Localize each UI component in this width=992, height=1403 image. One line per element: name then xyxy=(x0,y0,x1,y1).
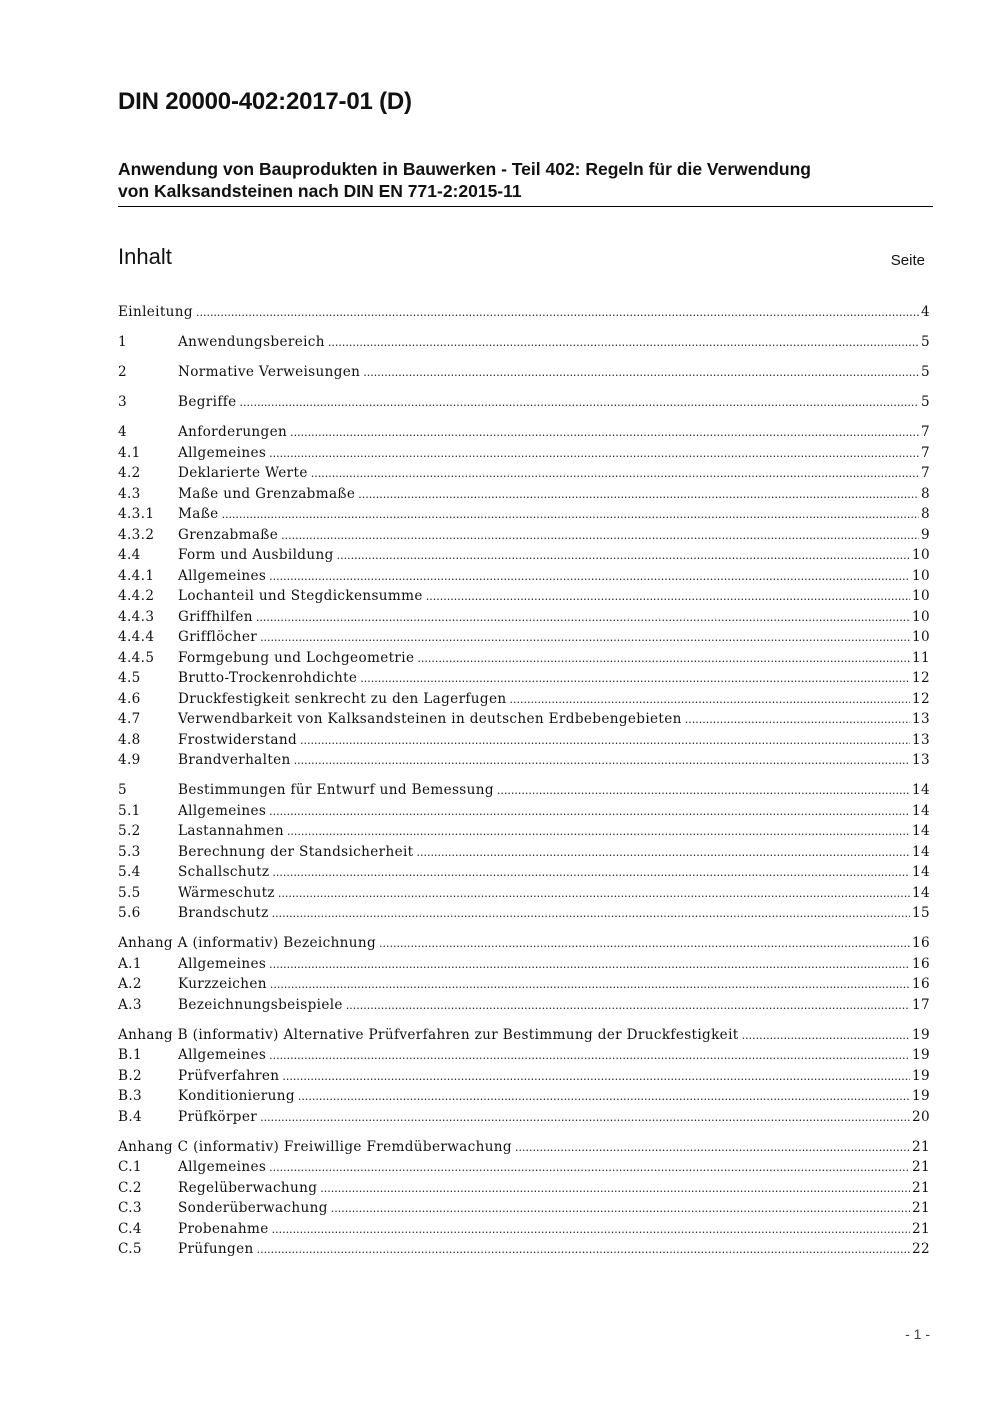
toc-entry-page: 8 xyxy=(921,506,930,522)
toc-entry-number: 4.4.3 xyxy=(118,608,155,625)
toc-entry[interactable] xyxy=(118,1157,930,1178)
toc-entry[interactable] xyxy=(118,484,930,505)
toc-entry[interactable] xyxy=(118,1066,930,1087)
toc-entry-title: Brandverhalten xyxy=(178,752,291,768)
toc-entry-title: Allgemeines xyxy=(178,567,267,584)
toc-entry-page: 12 xyxy=(912,670,930,686)
toc-entry-number: C.3 xyxy=(118,1200,142,1216)
toc-entry-number: B.3 xyxy=(118,1088,143,1104)
toc-entry-page: 16 xyxy=(912,935,930,951)
toc-entry-page: 10 xyxy=(912,547,930,563)
table-of-contents xyxy=(118,302,930,1260)
toc-entry[interactable] xyxy=(118,545,930,566)
toc-entry-number: C.1 xyxy=(118,1159,142,1175)
toc-entry[interactable] xyxy=(118,1239,930,1260)
toc-entry-title: Wärmeschutz xyxy=(178,884,275,901)
toc-entry-number: 5.1 xyxy=(118,802,141,819)
toc-dot-leader xyxy=(685,710,910,731)
toc-entry-number: 5.4 xyxy=(118,864,141,880)
toc-entry[interactable] xyxy=(118,607,930,628)
toc-entry-page: 21 xyxy=(912,1138,930,1155)
toc-entry[interactable] xyxy=(118,525,930,546)
toc-entry-page: 8 xyxy=(921,485,930,502)
toc-entry-title: Anhang B (informativ) Alternative Prüfverfahren zur Bestimmung der Druckfestigkeit xyxy=(118,1026,739,1043)
toc-entry[interactable] xyxy=(118,1025,930,1046)
toc-entry-title: Konditionierung xyxy=(178,1088,295,1104)
toc-dot-leader xyxy=(278,884,910,905)
toc-entry-title: Einleitung xyxy=(118,304,193,320)
toc-entry[interactable] xyxy=(118,730,930,751)
toc-entry[interactable] xyxy=(118,801,930,822)
toc-entry-page: 19 xyxy=(912,1026,930,1043)
toc-entry-page: 16 xyxy=(912,955,930,972)
toc-entry-page: 4 xyxy=(921,304,930,320)
subtitle-line-2: von Kalksandsteinen nach DIN EN 771-2:2015-11 xyxy=(118,181,522,201)
toc-entry-title: Brandschutz xyxy=(178,905,269,921)
toc-entry-title: Griffhilfen xyxy=(178,608,253,625)
toc-dot-leader xyxy=(337,546,910,567)
toc-entry-title: Anhang C (informativ) Freiwillige Fremdüberwachung xyxy=(118,1138,512,1155)
toc-dot-leader xyxy=(379,934,910,955)
toc-dot-leader xyxy=(196,303,919,324)
toc-entry-page: 22 xyxy=(912,1241,930,1257)
toc-entry-number: 4.2 xyxy=(118,465,141,481)
toc-entry-number: 5.6 xyxy=(118,905,141,921)
toc-entry-page: 7 xyxy=(921,424,930,440)
toc-dot-leader xyxy=(515,1138,910,1159)
toc-entry-page: 7 xyxy=(921,444,930,461)
footer-page-number: - 1 - xyxy=(905,1326,930,1342)
toc-dot-leader xyxy=(417,649,910,670)
toc-entry-number: 5.2 xyxy=(118,823,141,839)
toc-dot-leader xyxy=(272,904,910,925)
toc-entry[interactable] xyxy=(118,933,930,954)
toc-entry-title: Bezeichnungsbeispiele xyxy=(178,996,343,1013)
toc-dot-leader xyxy=(358,485,919,506)
toc-entry-number: B.1 xyxy=(118,1047,143,1063)
toc-dot-leader xyxy=(360,669,910,690)
toc-entry-number: 4.7 xyxy=(118,711,141,727)
toc-entry-page: 21 xyxy=(912,1179,930,1196)
toc-dot-leader xyxy=(331,1199,910,1220)
toc-entry-number: 4.9 xyxy=(118,752,141,768)
toc-entry-page: 14 xyxy=(912,823,930,839)
toc-entry-title: Schallschutz xyxy=(178,864,270,880)
toc-entry-title: Sonderüberwachung xyxy=(178,1200,328,1216)
toc-entry-number: 4.8 xyxy=(118,731,141,748)
toc-dot-leader xyxy=(256,608,910,629)
toc-entry-number: A.3 xyxy=(118,996,142,1013)
toc-entry-number: 4.4.5 xyxy=(118,649,155,666)
toc-entry-page: 10 xyxy=(912,608,930,625)
toc-dot-leader xyxy=(320,1179,910,1200)
toc-dot-leader xyxy=(287,822,910,843)
toc-page-label: Seite xyxy=(890,252,925,269)
toc-entry[interactable] xyxy=(118,995,930,1016)
toc-entry-page: 14 xyxy=(912,843,930,860)
toc-dot-leader xyxy=(290,423,919,444)
toc-entry-page: 15 xyxy=(912,905,930,921)
toc-entry[interactable] xyxy=(118,362,930,383)
toc-dot-leader xyxy=(257,1240,910,1261)
toc-entry-title: Maße und Grenzabmaße xyxy=(178,485,356,502)
toc-dot-leader xyxy=(509,690,910,711)
toc-entry-title: Kurzzeichen xyxy=(178,976,267,992)
toc-entry-page: 9 xyxy=(921,526,930,543)
toc-heading: Inhalt xyxy=(118,244,172,269)
toc-dot-leader xyxy=(269,955,910,976)
toc-entry[interactable] xyxy=(118,392,930,413)
toc-entry[interactable] xyxy=(118,1086,930,1107)
toc-entry-number: 5.5 xyxy=(118,884,141,901)
toc-dot-leader xyxy=(426,587,910,608)
toc-entry-number: 5 xyxy=(118,782,127,798)
toc-entry-title: Allgemeines xyxy=(178,955,267,972)
toc-entry[interactable] xyxy=(118,883,930,904)
toc-entry-title: Berechnung der Standsicherheit xyxy=(178,843,414,860)
toc-entry[interactable] xyxy=(118,903,930,924)
toc-entry-page: 21 xyxy=(912,1220,930,1237)
toc-dot-leader xyxy=(742,1026,910,1047)
toc-dot-leader xyxy=(269,444,919,465)
toc-entry-page: 13 xyxy=(912,731,930,748)
toc-entry-title: Anhang A (informativ) Bezeichnung xyxy=(118,935,377,951)
toc-entry[interactable] xyxy=(118,750,930,771)
toc-entry[interactable] xyxy=(118,1198,930,1219)
toc-dot-leader xyxy=(311,464,919,485)
toc-entry[interactable] xyxy=(118,627,930,648)
toc-entry-title: Prüfkörper xyxy=(178,1108,258,1125)
toc-entry-number: C.5 xyxy=(118,1241,142,1257)
toc-entry-title: Prüfverfahren xyxy=(178,1067,280,1084)
toc-dot-leader xyxy=(222,505,919,526)
toc-entry-number: 4.4.4 xyxy=(118,629,155,645)
toc-entry-number: B.2 xyxy=(118,1067,143,1084)
toc-dot-leader xyxy=(328,333,919,354)
toc-dot-leader xyxy=(282,1067,910,1088)
toc-entry[interactable] xyxy=(118,780,930,801)
toc-entry-title: Regelüberwachung xyxy=(178,1179,318,1196)
toc-entry-page: 14 xyxy=(912,864,930,880)
toc-entry-title: Deklarierte Werte xyxy=(178,465,308,481)
toc-entry[interactable] xyxy=(118,648,930,669)
toc-entry-page: 14 xyxy=(912,782,930,798)
toc-entry-number: 4.3 xyxy=(118,485,141,502)
toc-entry-title: Anforderungen xyxy=(178,424,288,440)
toc-dot-leader xyxy=(269,567,910,588)
toc-entry-number: 4.3.1 xyxy=(118,506,155,522)
toc-entry[interactable] xyxy=(118,1219,930,1240)
toc-entry[interactable] xyxy=(118,1107,930,1128)
toc-entry-page: 13 xyxy=(912,711,930,727)
toc-entry-number: 4.5 xyxy=(118,670,141,686)
toc-entry-number: 4 xyxy=(118,424,127,440)
toc-entry-number: 4.4.2 xyxy=(118,588,155,604)
toc-dot-leader xyxy=(270,975,910,996)
toc-entry-page: 10 xyxy=(912,629,930,645)
toc-entry-number: C.4 xyxy=(118,1220,142,1237)
toc-entry-page: 12 xyxy=(912,690,930,707)
toc-entry-page: 5 xyxy=(921,364,930,380)
toc-entry-title: Normative Verweisungen xyxy=(178,364,361,380)
toc-entry-number: 2 xyxy=(118,364,127,380)
subtitle-line-1: Anwendung von Bauprodukten in Bauwerken - Teil 402: Regeln für die Verwendung xyxy=(118,159,811,179)
toc-entry-page: 5 xyxy=(921,334,930,350)
toc-entry-number: 5.3 xyxy=(118,843,141,860)
toc-dot-leader xyxy=(281,526,919,547)
toc-entry-page: 21 xyxy=(912,1200,930,1216)
toc-entry-title: Allgemeines xyxy=(178,444,267,461)
toc-entry-number: 1 xyxy=(118,334,127,350)
title-divider xyxy=(118,206,933,207)
toc-entry[interactable] xyxy=(118,422,930,443)
toc-entry-title: Prüfungen xyxy=(178,1241,254,1257)
toc-entry[interactable] xyxy=(118,566,930,587)
toc-entry-number: B.4 xyxy=(118,1108,143,1125)
toc-dot-leader xyxy=(260,628,910,649)
toc-dot-leader xyxy=(416,843,910,864)
toc-entry-title: Formgebung und Lochgeometrie xyxy=(178,649,415,666)
toc-entry-title: Allgemeines xyxy=(178,802,267,819)
toc-entry-number: 4.4 xyxy=(118,547,141,563)
toc-entry[interactable] xyxy=(118,443,930,464)
toc-entry-page: 19 xyxy=(912,1047,930,1063)
toc-entry-title: Verwendbarkeit von Kalksandsteinen in deutschen Erdbebengebieten xyxy=(178,711,682,727)
toc-entry-number: 4.3.2 xyxy=(118,526,155,543)
toc-entry[interactable] xyxy=(118,974,930,995)
toc-entry[interactable] xyxy=(118,668,930,689)
toc-entry-page: 21 xyxy=(912,1159,930,1175)
toc-dot-leader xyxy=(300,731,910,752)
toc-entry-title: Maße xyxy=(178,506,219,522)
toc-entry-number: A.2 xyxy=(118,976,142,992)
toc-dot-leader xyxy=(272,1220,910,1241)
toc-entry-title: Allgemeines xyxy=(178,1047,267,1063)
toc-entry-page: 10 xyxy=(912,567,930,584)
toc-entry[interactable] xyxy=(118,1045,930,1066)
toc-entry-number: 3 xyxy=(118,394,127,410)
toc-dot-leader xyxy=(240,393,920,414)
toc-entry-page: 14 xyxy=(912,884,930,901)
toc-dot-leader xyxy=(294,751,910,772)
toc-entry-title: Frostwiderstand xyxy=(178,731,298,748)
toc-entry-number: 4.6 xyxy=(118,690,141,707)
toc-entry[interactable] xyxy=(118,821,930,842)
toc-dot-leader xyxy=(269,802,910,823)
toc-entry[interactable] xyxy=(118,302,930,323)
toc-entry-title: Anwendungsbereich xyxy=(178,334,325,350)
toc-entry-page: 11 xyxy=(912,649,930,666)
document-code: DIN 20000-402:2017-01 (D) xyxy=(118,88,412,115)
toc-entry-title: Form und Ausbildung xyxy=(178,547,334,563)
toc-entry-title: Grifflöcher xyxy=(178,629,258,645)
toc-entry-title: Bestimmungen für Entwurf und Bemessung xyxy=(178,782,494,798)
toc-entry-title: Grenzabmaße xyxy=(178,526,279,543)
toc-entry-title: Probenahme xyxy=(178,1220,269,1237)
toc-dot-leader xyxy=(269,1158,910,1179)
toc-entry-number: A.1 xyxy=(118,955,142,972)
toc-entry[interactable] xyxy=(118,504,930,525)
toc-entry-page: 10 xyxy=(912,588,930,604)
toc-entry[interactable] xyxy=(118,586,930,607)
toc-dot-leader xyxy=(298,1087,910,1108)
toc-entry-title: Allgemeines xyxy=(178,1159,267,1175)
toc-entry-number: 4.4.1 xyxy=(118,567,155,584)
document-subtitle xyxy=(118,158,933,202)
toc-entry-page: 13 xyxy=(912,752,930,768)
toc-entry[interactable] xyxy=(118,862,930,883)
toc-entry-number: C.2 xyxy=(118,1179,142,1196)
toc-entry-page: 5 xyxy=(921,394,930,410)
toc-entry-title: Lochanteil und Stegdickensumme xyxy=(178,588,423,604)
toc-dot-leader xyxy=(260,1108,910,1129)
toc-entry-title: Begriffe xyxy=(178,394,237,410)
toc-entry-page: 19 xyxy=(912,1088,930,1104)
toc-dot-leader xyxy=(497,781,910,802)
toc-entry[interactable] xyxy=(118,1137,930,1158)
toc-dot-leader xyxy=(269,1046,910,1067)
toc-entry-page: 17 xyxy=(912,996,930,1013)
toc-entry-page: 14 xyxy=(912,802,930,819)
toc-entry-page: 7 xyxy=(921,465,930,481)
toc-entry[interactable] xyxy=(118,954,930,975)
toc-entry-page: 19 xyxy=(912,1067,930,1084)
toc-entry[interactable] xyxy=(118,689,930,710)
toc-entry-number: 4.1 xyxy=(118,444,141,461)
toc-dot-leader xyxy=(363,363,919,384)
toc-entry-title: Brutto-Trockenrohdichte xyxy=(178,670,358,686)
toc-entry-page: 16 xyxy=(912,976,930,992)
toc-entry[interactable] xyxy=(118,1178,930,1199)
toc-entry-title: Lastannahmen xyxy=(178,823,284,839)
toc-entry[interactable] xyxy=(118,332,930,353)
toc-entry[interactable] xyxy=(118,842,930,863)
toc-entry[interactable] xyxy=(118,463,930,484)
toc-entry-page: 20 xyxy=(912,1108,930,1125)
toc-dot-leader xyxy=(346,996,910,1017)
toc-entry-title: Druckfestigkeit senkrecht zu den Lagerfugen xyxy=(178,690,507,707)
toc-dot-leader xyxy=(272,863,910,884)
toc-entry[interactable] xyxy=(118,709,930,730)
